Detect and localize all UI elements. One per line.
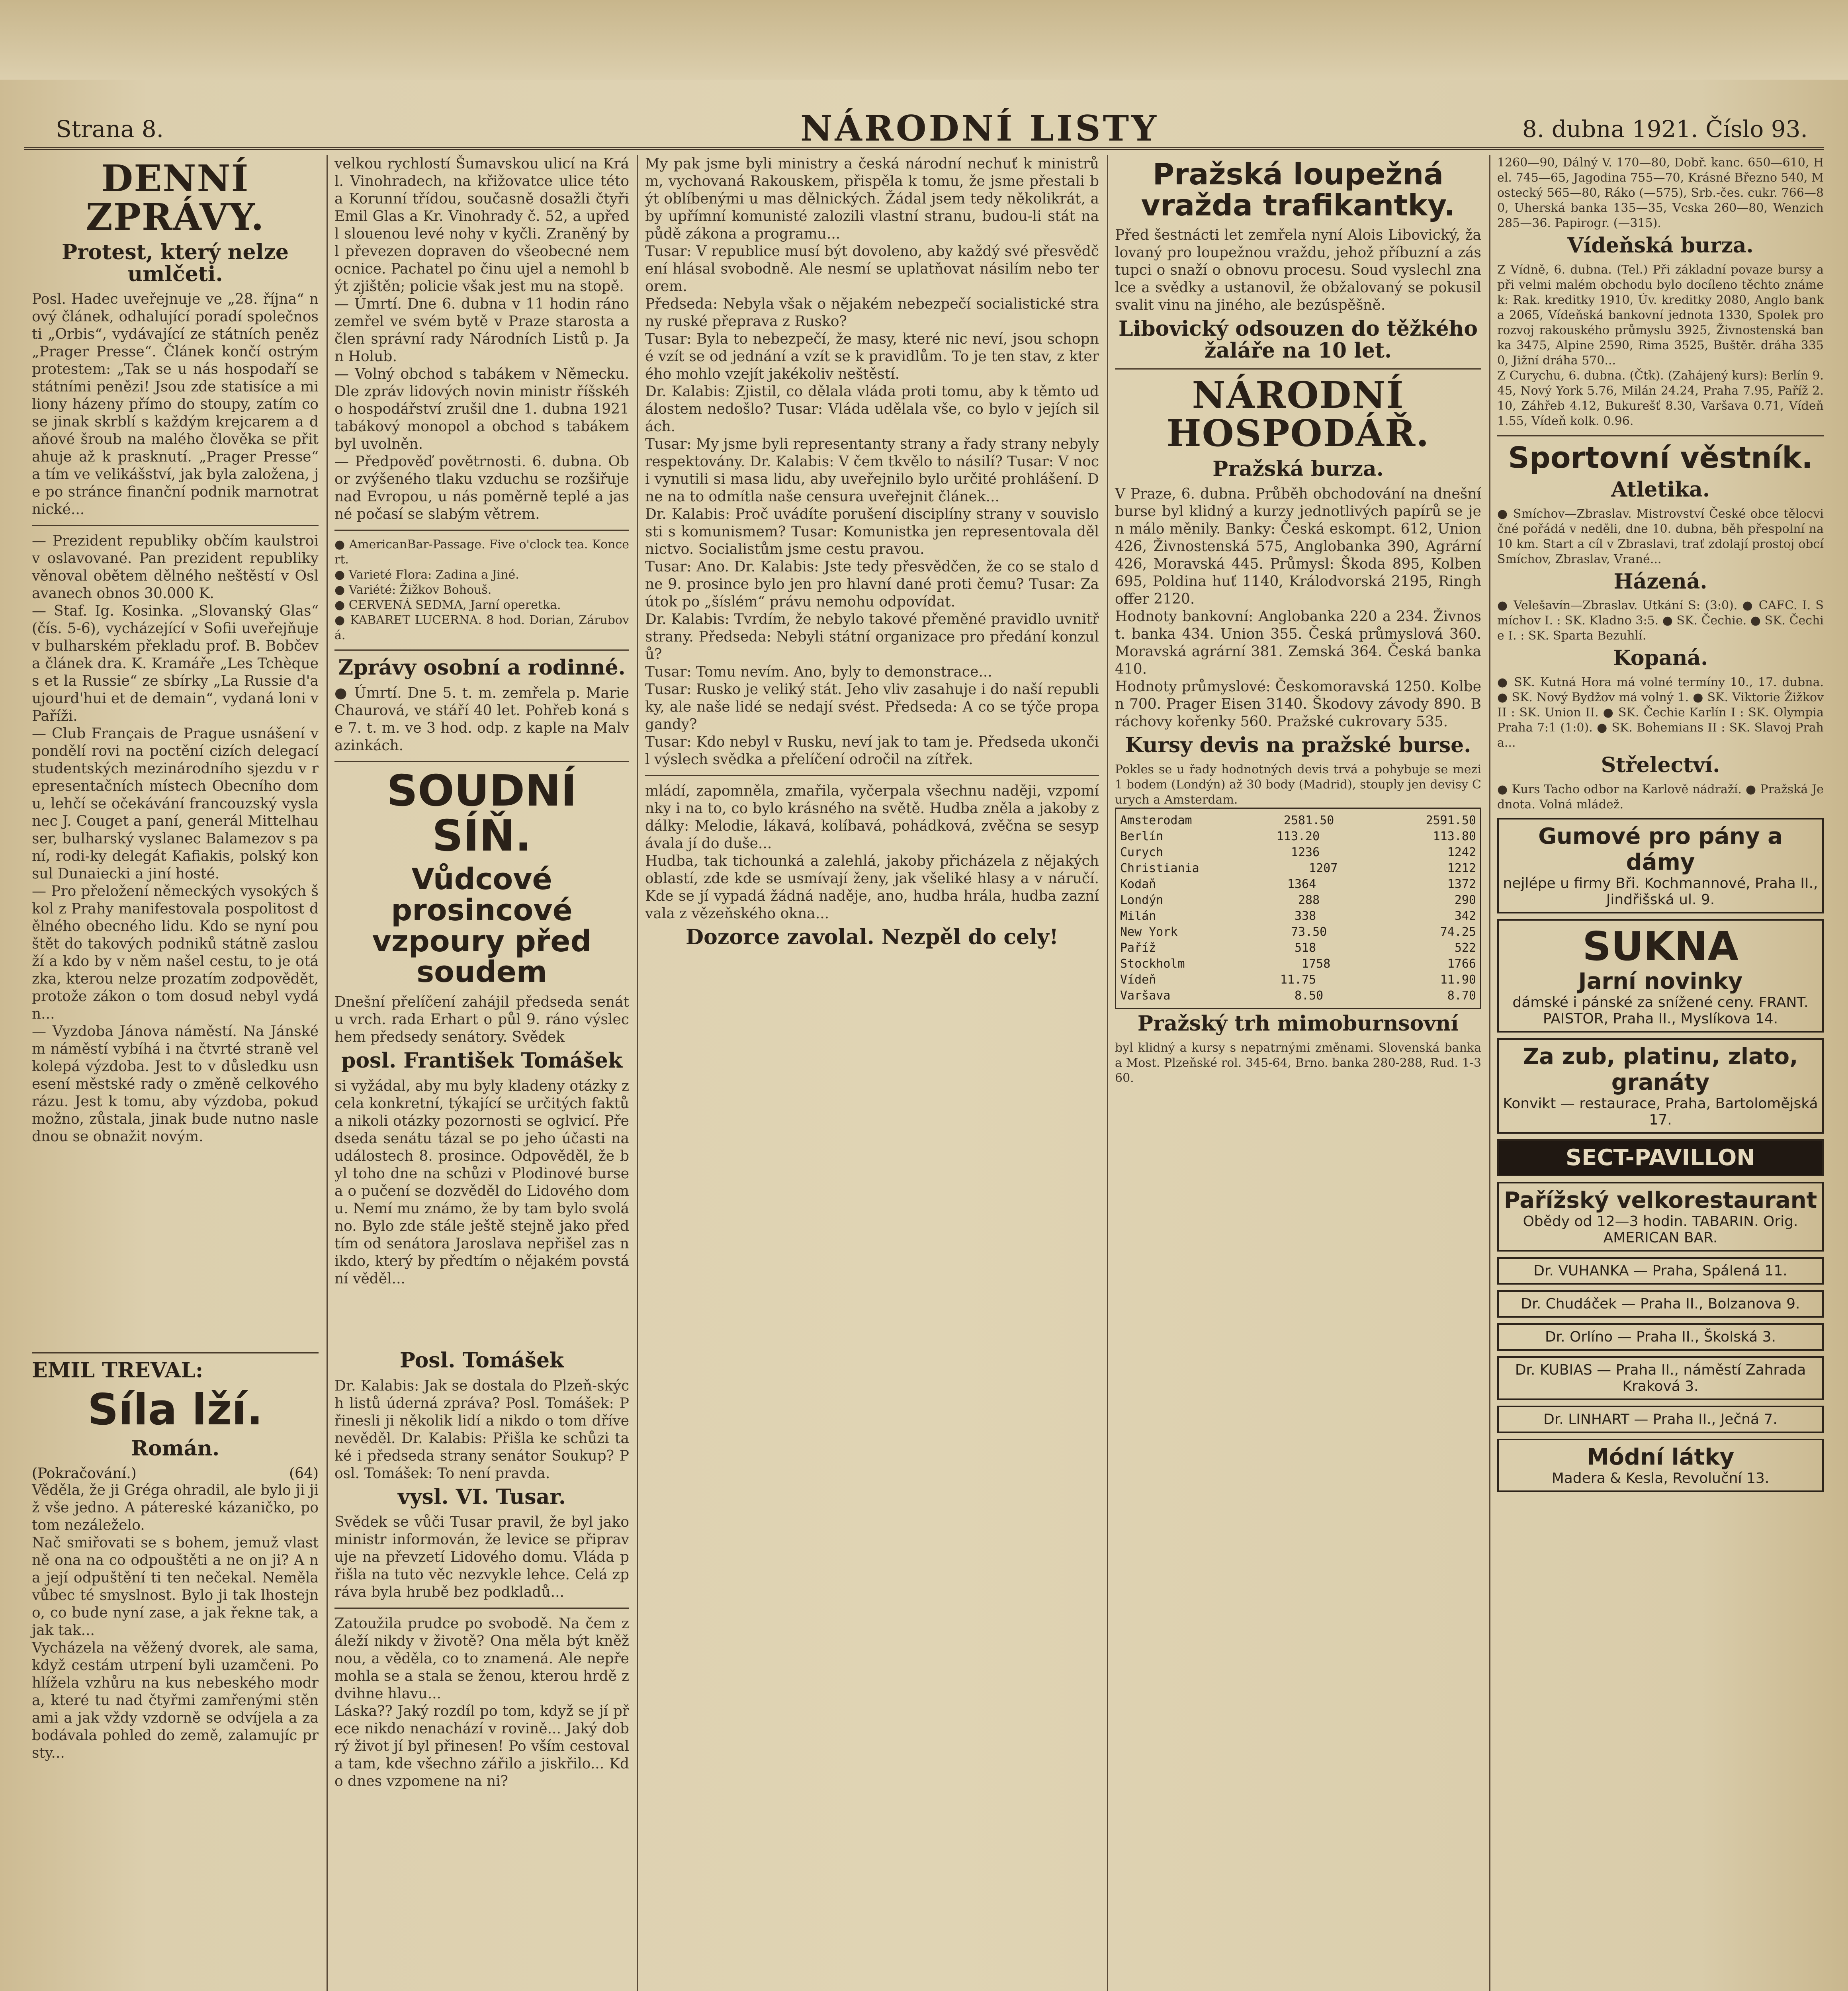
article-text: Dr. Kalabis: Tvrdím, že nebylo takové přeměné pravidlo uvnitř strany. Předseda: Nebyli státní organizace pro předání konzulů?: [645, 611, 1104, 663]
masthead: [24, 100, 1824, 150]
subsection-heading: Házená.: [1613, 569, 1707, 594]
column-rule: [637, 155, 638, 1991]
exchange-rate-cell: 73.50: [1291, 925, 1327, 939]
exchange-rate-cell: Varšava: [1120, 988, 1171, 1003]
article-text: Dr. Kalabis: Zjistil, co dělala vláda proti tomu, aby k těmto událostem nedošlo? Tusar: Vláda udělala vše, co bylo v jejích silách.: [645, 383, 1099, 435]
exchange-rate-cell: Christiania: [1120, 861, 1199, 875]
exchange-rate-cell: Londýn: [1120, 893, 1164, 907]
novel-text: Nač smiřovati se s bohem, jemuž vlastně ona na co odpouštěti a ne on ji? A na její odpuštění ti ten nečekal. Neměla vůbec té smyslnost. Bylo ji tak lhostejno, co bude nyní zase, a jak řekne tak, a jak tak...: [32, 1534, 323, 1639]
advertisement-fabrics: [1497, 1439, 1824, 1492]
exchange-rate-cell: 1242: [1447, 845, 1476, 859]
column-rule: [1107, 155, 1108, 1991]
divider: [1497, 435, 1824, 436]
exchange-rate-row: [1120, 924, 1476, 940]
subsection-heading: Kopaná.: [1613, 646, 1708, 671]
article-text: — Vyzdoba Jánova náměstí. Na Jánském náměstí vybíhá i na čtvrté straně velkolepá výzdoba. Jest to v důsledku usnesení městské rady o změně celkového rázu. Jest k tomu, aby výzdoba, pokud možno, zůstala, jinak bude nutno naslednou se obnažit novým.: [32, 1023, 323, 1145]
advertisement-doctor: [1497, 1290, 1824, 1318]
exchange-rate-cell: Curych: [1120, 845, 1164, 859]
section-heading: Sportovní věstník.: [1508, 440, 1813, 475]
article-text: Hodnoty průmyslové: Českomoravská 1250. Kolben 700. Prager Eisen 3140. Škodovy závody 890. Bráchovy kořenky 560. Pražské cukrovary 535.: [1115, 679, 1481, 730]
exchange-rate-cell: 342: [1454, 909, 1476, 923]
column-daily-news: [32, 155, 323, 1328]
article-title: Pražská burza.: [1212, 456, 1384, 481]
ad-text: Dr. Orlíno — Praha II., Školská 3.: [1545, 1328, 1776, 1345]
ad-text: dámské i pánské za snížené ceny. FRANT. PAISTOR, Praha II., Myslíkova 14.: [1512, 994, 1809, 1027]
article-text: ● Kurs Tacho odbor na Karlově nádraží. ● Pražská Jednota. Volná mládež.: [1497, 782, 1824, 812]
exchange-rate-cell: 290: [1454, 893, 1476, 907]
novel-text: Věděla, že ji Gréga ohradil, ale bylo ji již vše jedno. A pátereské kázaničko, po tom nezáleželo.: [32, 1482, 323, 1533]
divider: [32, 525, 319, 526]
divider: [334, 1608, 629, 1609]
advertisement-sect-pavillon: [1497, 1139, 1824, 1176]
exchange-rate-cell: 2581.50: [1283, 813, 1334, 827]
article-title: Pražská loupežná vražda trafikantky.: [1141, 157, 1455, 223]
subsection-heading: Atletika.: [1611, 477, 1710, 502]
article-text: 1260—90, Dálný V. 170—80, Dobř. kanc. 650—610, Hel. 745—65, Jagodina 755—70, Krásné Březno 540, Mostecký 565—80, Ráko (—575), Srb.-čes. cukr. 766—80, Uherská banka 135—35, Vcska 260—80, Wenzich 285—36. Papirogr. (—315).: [1497, 156, 1828, 230]
subsection-heading: Střelectví.: [1601, 753, 1720, 778]
article-title: Vůdcové prosincové vzpoury před soudem: [372, 862, 592, 990]
article-text: — Předpověď povětrnosti. 6. dubna. Obor zvýšeného tlaku vzduchu se rozšiřuje nad Evropou, u nás poměrně teplé a jasné počasí se slabým větrem.: [334, 454, 634, 522]
article-text: si vyžádal, aby mu byly kladeny otázky zcela konkretní, týkající se určitých faktů a nikoli otázky pozornosti se oglvicí. Předseda senátu tázal se po jeho účasti na událostech 8. prosince. Odpověděl, že byl toho dne na schůzi v Plodinové burse a o pučení se dozvěděl do Lidového domu. Nemí mu známo, že by tam bylo svoláno. Bylo zde stále ještě stejně jako před tím od senátora Jaroslava nepřišel zas nikdo, který by předtím o nějakém povstání věděl...: [334, 1078, 634, 1287]
article-text: Před šestnácti let zemřela nyní Alois Libovický, žalovaný pro loupežnou vraždu, jehož příbuzní a zástupci o snaží o obnovu procesu. Soud vyslechl znalce a svědky a ustanovil, že obžalovaný se pokusil svalit vinu na jiného, ale bezúspěšně.: [1115, 227, 1486, 314]
exchange-rate-cell: Amsterodam: [1120, 813, 1192, 827]
ad-headline: Módní látky: [1586, 1444, 1735, 1470]
article-text: Tusar: Ano. Dr. Kalabis: Jste tedy přesvědčen, že co se stalo dne 9. prosince bylo jen pro hlavní dané proti čemu? Tusar: Za útok po „šíslém“ právu nemohu odpovídat.: [645, 559, 1104, 610]
newspaper-title: NÁRODNÍ LISTY: [800, 108, 1159, 149]
ad-subheadline: Jarní novinky: [1578, 968, 1743, 994]
exchange-rate-cell: 518: [1294, 941, 1316, 955]
article-text: — Pro přeložení německých vysokých škol z Prahy manifestovala pospolitost dělného obecného lidu. Kdo se nyní pouštět do takových podniků státně zaslouží a kdo by v něm našel cestu, to je otázka, kterou nelze prozatím zodpovědět, protože zákon o tom dosud nebyl vydán...: [32, 883, 323, 1023]
exchange-rate-row: [1120, 988, 1476, 1004]
novel-meta: [32, 1465, 319, 1482]
exchange-rate-cell: Vídeň: [1120, 972, 1156, 987]
divider: [334, 649, 629, 651]
ad-headline: Za zub, platinu, zlato, granáty: [1523, 1043, 1798, 1095]
exchange-rate-cell: 288: [1298, 893, 1320, 907]
exchange-rate-cell: 1766: [1447, 956, 1476, 971]
exchange-rate-cell: Kodaň: [1120, 877, 1156, 891]
ad-headline: SUKNA: [1582, 923, 1738, 970]
exchange-rate-row: [1120, 876, 1476, 892]
ad-text: Dr. VUHANKA — Praha, Spálená 11.: [1533, 1262, 1787, 1279]
page-top-margin: [0, 0, 1848, 80]
article-text: ● Úmrtí. Dne 5. t. m. zemřela p. Marie Chaurová, ve stáří 40 let. Pohřeb koná se 7. t. m. ve 3 hod. odp. z kaple na Malvazinkách.: [334, 685, 634, 754]
article-text: Tusar: Kdo nebyl v Rusku, neví jak to tam je. Předseda ukončil výslech svědka a přelíčení odročil na zítřek.: [645, 734, 1099, 768]
article-text: Tusar: V republice musí být dovoleno, aby každý své přesvědčení hlásal svobodně. Ale nesmí se uplatňovat násilím nebo terorem.: [645, 243, 1099, 295]
article-text: Tusar: Tomu nevím. Ano, byly to demonstrace...: [645, 664, 992, 680]
advertisement-rubber-shoes: [1497, 818, 1824, 913]
article-text: Tusar: Byla to nebezpečí, že masy, které nic neví, jsou schopné vzít se od jednání a vzít se k pravidlům. To je ten stav, z kterého mohlo vzejít jakékoliv neštěstí.: [645, 331, 1099, 382]
article-title: Pražský trh mimoburnsovní: [1137, 1011, 1459, 1036]
advertisement-doctor: [1497, 1323, 1824, 1351]
novel-text: Zatoužila prudce po svobodě. Na čem záleží nikdy v životě? Ona měla být kněžnou, a věděla, co to znamená. Ale nepřemohla se a stala se ženou, kterou hrdě zdvihne hlavu...: [334, 1615, 629, 1702]
novel-text: Vycházela na věžený dvorek, ale sama, když cestám utrpení byli uzamčeni. Pohlížela vzhůru na kus nebeského modra, které tu nad čtyřmi zamřenými stěnami a jak vždy vzdorně se odvíjela a zabodávala pohled do země, zalamujíc prsty...: [32, 1639, 323, 1761]
article-text: Předseda: Nebyla však o nějakém nebezpečí socialistické strany ruské přeprava z Rusko?: [645, 296, 1099, 330]
installment-number: (64): [289, 1465, 319, 1482]
issue-date: 8. dubna 1921. Číslo 93.: [1522, 115, 1808, 143]
exchange-rate-row: [1120, 956, 1476, 972]
ad-text: nejlépe u firmy Bři. Kochmannové, Praha II., Jindřišská ul. 9.: [1503, 875, 1818, 908]
exchange-rate-cell: 11.75: [1280, 972, 1316, 987]
exchange-rate-row: [1120, 845, 1476, 861]
divider: [1115, 368, 1481, 370]
divider: [334, 761, 629, 762]
article-text: Dr. Kalabis: Proč uvádíte porušení disciplíny strany v souvislosti s komunismem? Tusar: Komunistka jen representovala dělnictvo. Socialistům jsme cestu pravou.: [645, 506, 1099, 557]
divider: [32, 1352, 319, 1353]
article-text: Dnešní přelíčení zahájil předseda senátu vrch. rada Erhart o půl 9. ráno výslechem předsedy senátory. Svědek: [334, 994, 629, 1046]
entertainment-listing: ● Variété: Žižkov Bohouš.: [334, 583, 492, 597]
article-text: — Club Français de Prague usnášení v pondělí rovi na poctění cizích delegací studentských mezinárodního sjezdu v representačních místech Obecního domu, lehčí se očekávání francouzský vyslanec J. Couget a paní, generál Mittelhauser, bulharský vyslanec Balamezov s paní, rodi-ky delegát Kafiakis, polský konsul Dunaiecki a jiní hosté.: [32, 726, 323, 882]
exchange-rate-cell: 1758: [1302, 956, 1331, 971]
exchange-rate-row: [1120, 861, 1476, 876]
exchange-rate-cell: Paříž: [1120, 941, 1156, 955]
exchange-rate-cell: 74.25: [1440, 925, 1476, 939]
exchange-rate-cell: 113.80: [1433, 829, 1476, 843]
entertainment-listing: ● KABARET LUCERNA. 8 hod. Dorian, Zárubová.: [334, 613, 629, 642]
novel-text: Hudba, tak tichounká a zalehlá, jakoby přicházela z nějakých oblastí, zde kde se usmívají ženy, jak všeliké hlasy a v náručí. Kde se jí vypadá žádná naděje, ano, hudba hrála, hudba zaznívala z vězeňského okna...: [645, 853, 1104, 922]
entertainment-listing: ● Varieté Flora: Zadina a Jiné.: [334, 568, 519, 582]
exchange-rate-cell: 522: [1454, 941, 1476, 955]
article-text: byl klidný a kursy s nepatrnými změnami. Slovenská banka a Most. Plzeňské rol. 345-64, Brno. banka 280-288, Rud. 1-360.: [1115, 1040, 1485, 1085]
novel-subtitle: Román.: [131, 1436, 220, 1461]
article-text: ● Velešavín—Zbraslav. Utkání S: (3:0). ● CAFC. I. Smíchov I. : SK. Kladno 3:5. ● SK. Čechie. ● SK. Čechie I. : SK. Sparta Bezuhlí.: [1497, 598, 1824, 643]
article-text: Z Curychu, 6. dubna. (Čtk). (Zahájený kurs): Berlín 9.45, Nový York 5.76, Milán 24.24, Praha 7.95, Paříž 2.10, Záhřeb 4.12, Bukurešť 8.30, Varšava 0.71, Vídeň 1.55, Vídeň kolk. 0.96.: [1497, 368, 1828, 428]
advertisement-cloth: [1497, 919, 1824, 1033]
article-text: Z Vídně, 6. dubna. (Tel.) Při základní povaze bursy a při velmi malém obchodu bylo docíleno těchto známek: Rak. kreditky 1910, Úv. kreditky 2080, Anglo banka 2065, Vídeňská bankovní jednota 1330, Spolek pro rozvoj rakouského průmyslu 3925, Živnostenská banka 3475, Alpine 2590, Rima 3525, Buštěr. dráha 3350, Jižní dráha 570...: [1497, 262, 1828, 368]
article-text: Hodnoty bankovní: Anglobanka 220 a 234. Živnost. banka 434. Union 355. Česká průmyslová 360. Moravská agrární 381. Zemská 364. Česká banka 410.: [1115, 608, 1486, 678]
exchange-rate-cell: 8.70: [1447, 988, 1476, 1003]
advertisement-restaurant: [1497, 1182, 1824, 1252]
ad-text: Madera & Kesla, Revoluční 13.: [1551, 1470, 1770, 1486]
section-heading: SOUDNÍ SÍŇ.: [387, 766, 577, 861]
exchange-rate-cell: New York: [1120, 925, 1178, 939]
column-rule: [327, 155, 328, 1991]
novel-title: Síla lží.: [87, 1385, 263, 1435]
article-text: Svědek se vůči Tusar pravil, že byl jako ministr informován, že levice se připravuje na převzetí Lidového domu. Vláda přišla na tuto věc nezvykle lehce. Celá zpráva byla hrubě bez podkladů...: [334, 1514, 634, 1601]
novel-text: mládí, zapomněla, zmařila, vyčerpala všechnu naději, vzpomínky i na to, co bylo krásného na světě. Hudba zněla a jakoby z dálky: Melodie, lákavá, kolíbavá, pohádková, zvěčna se sesypávala jí do duše...: [645, 783, 1104, 852]
ad-text: Obědy od 12—3 hodin. TABARIN. Orig. AMERICAN BAR.: [1523, 1213, 1798, 1246]
entertainment-listing: ● AmericanBar-Passage. Five o'clock tea. Koncert.: [334, 538, 629, 567]
exchange-rate-cell: Stockholm: [1120, 956, 1185, 971]
column-exchange-sport-ads: [1497, 155, 1828, 1991]
exchange-rate-row: [1120, 829, 1476, 845]
verdict-line: Libovický odsouzen do těžkého žaláře na 10 let.: [1118, 317, 1478, 363]
ad-text: Dr. Chudáček — Praha II., Bolzanova 9.: [1521, 1295, 1800, 1312]
article-text: V Praze, 6. dubna. Průběh obchodování na dnešní burse byl klidný a kurzy jednotlivých papírů se jen málo měnily. Banky: Česká eskompt. 612, Union 426, Živnostenská 575, Anglobanka 390, Agrární 426, Moravská 445. Průmysl: Škoda 895, Kolben 695, Poldina huť 1140, Králodvorská 2195, Ringhoffer 2120.: [1115, 486, 1486, 608]
column-trial-transcript: [645, 155, 1104, 1991]
article-text: Dr. Kalabis: Jak se dostala do Plzeň-ských listů úderná zpráva? Posl. Tomášek: Přinesli ji několik lidí a nikdo o tom dříve nevěděl. Dr. Kalabis: Přišla ke schůzi také i předseda strany senátor Soukup? Posl. Tomášek: To není pravda.: [334, 1377, 634, 1482]
witness-name: vysl. VI. Tusar.: [398, 1484, 566, 1509]
article-text: ● SK. Kutná Hora má volné termíny 10., 17. dubna. ● SK. Nový Bydžov má volný 1. ● SK. Viktorie Žižkov II : SK. Union II. ● SK. Čechie Karlín I : SK. Olympia Praha 7:1 (1:0). ● SK. Bohemians II : SK. Slavoj Praha...: [1497, 675, 1828, 750]
column-rule: [1489, 155, 1490, 1991]
exchange-rate-table: [1115, 808, 1481, 1009]
advertisement-doctor: [1497, 1406, 1824, 1433]
exchange-rate-cell: Milán: [1120, 909, 1156, 923]
exchange-rate-cell: 1212: [1447, 861, 1476, 875]
section-heading: DENNÍ ZPRÁVY.: [86, 157, 265, 239]
exchange-rate-cell: 2591.50: [1426, 813, 1476, 827]
article-title: Protest, který nelze umlčeti.: [62, 240, 289, 286]
column-serial-novel: [32, 1346, 323, 1991]
article-text: Posl. Hadec uveřejnuje ve „28. října“ nový článek, odhalující poradí společnosti „Orbis“, vydávající ze státních peněz „Prager Presse“. Článek končí ostrým protestem: „Tak se u nás hospodaří se státními penězi! Jsou zde statisíce a miliony házeny přímo do stoupy, zatím co se jinak skrblí s každým krejcarem a daňové šroub na malého člověka se přitahuje až k prasknutí. „Prager Presse“ a tím ve velikášství, jak byla založena, je po stránce finanční podnik marnotratnické...: [32, 291, 323, 518]
novel-text: Láska?? Jaký rozdíl po tom, když se jí přece nikdo nenachází v rovině... Jaký dobrý život jí byl přinesen! Po vším cestovala tam, kde všechno zářilo a jiskřilo... Kdo dnes vzpomene na ni?: [334, 1703, 629, 1790]
exchange-rate-row: [1120, 972, 1476, 988]
article-text: — Úmrtí. Dne 6. dubna v 11 hodin ráno zemřel ve svém bytě v Praze starosta a člen správní rady Národních Listů p. Jan Holub.: [334, 296, 634, 365]
exchange-rate-cell: 1236: [1291, 845, 1320, 859]
exchange-rate-row: [1120, 813, 1476, 829]
ad-text: Konvikt — restaurace, Praha, Bartolomějská 17.: [1503, 1095, 1818, 1128]
entertainment-listing: ● CERVENÁ SEDMA, Jarní operetka.: [334, 598, 561, 612]
advertisement-doctor: [1497, 1356, 1824, 1400]
section-heading: NÁRODNÍ HOSPODÁŘ.: [1166, 373, 1430, 455]
exchange-rate-cell: 11.90: [1440, 972, 1476, 987]
exchange-rate-row: [1120, 892, 1476, 908]
article-text: ● Smíchov—Zbraslav. Mistrovství České obce tělocvičné pořádá v neděli, dne 10. dubna, běh přespolní na 10 km. Start a cíl v Zbraslavi, trať zdolají prostoj obcí Smíchov, Zbraslav, Vrané...: [1497, 507, 1828, 566]
article-text: Tusar: Rusko je veliký stát. Jeho vliv zasahuje i do naší republiky, ale naše lidé se nedají svést. Předseda: A co se týče propagandy?: [645, 681, 1099, 733]
section-heading: Vídeňská burza.: [1567, 233, 1754, 258]
column-news-continued: [334, 155, 634, 1328]
exchange-rate-cell: Berlín: [1120, 829, 1164, 843]
ad-headline: Pařížský velkorestaurant: [1504, 1187, 1817, 1213]
ad-headline: SECT-PAVILLON: [1565, 1144, 1756, 1171]
article-text: — Prezident republiky občím kaulstroiv oslavované. Pan prezident republiky věnoval obětem dělného neštěstí v Oslavanech obnos 30.000 K.: [32, 533, 323, 602]
novel-closing: Dozorce zavolal. Nezpěl do cely!: [686, 925, 1058, 949]
divider: [334, 530, 629, 531]
exchange-rate-cell: 8.50: [1294, 988, 1324, 1003]
ad-text: Dr. KUBIAS — Praha II., náměstí Zahrada Kraková 3.: [1515, 1361, 1806, 1394]
exchange-rate-row: [1120, 908, 1476, 924]
column-economics: [1115, 155, 1486, 1991]
exchange-rate-cell: 338: [1294, 909, 1316, 923]
article-text: My pak jsme byli ministry a česká národní nechuť k ministrům, vychovaná Rakouskem, přispěla k tomu, že jsme přestali být oblíbenými u mas dělnických. Žádal jsem tedy několikrát, aby upřímní komunisté zalozili vlastní stranu, budou-li stát na půdě zákona a programu...: [645, 156, 1104, 242]
witness-name: posl. František Tomášek: [341, 1048, 622, 1073]
column-court-continued: [334, 1346, 634, 1991]
continuation-label: (Pokračování.): [32, 1465, 137, 1482]
divider: [645, 775, 1099, 776]
exchange-rate-cell: 1207: [1309, 861, 1338, 875]
article-text: velkou rychlostí Šumavskou ulicí na Král. Vinohradech, na křižovatce ulice této a Korunní třídou, současně dosažli čtyři Emil Glas a Kr. Vinohrady č. 52, a upředl slouenou levé nohy v kyčli. Zraněný byl převezen dopraven do všeobecné nemocnice. Pachatel po činu ujel a nemohl být zjištěn; policie však jest mu na stopě.: [334, 156, 634, 295]
ad-headline: Gumové pro pány a dámy: [1538, 823, 1783, 875]
article-text: — Staf. Ig. Kosinka. „Slovanský Glas“ (čís. 5-6), vycházející v Sofii uveřejňuje v bulharském překladu prof. B. Bobčeva článek dra. K. Kramáře „Les Tchèques et la Russie“ ze sbírky „La Russie d'aujourd'hui et de demain“, vydaná loni v Paříži.: [32, 603, 323, 725]
section-heading: Zprávy osobní a rodinné.: [338, 655, 626, 680]
exchange-rate-cell: 113.20: [1276, 829, 1320, 843]
ad-text: Dr. LINHART — Praha II., Ječná 7.: [1543, 1411, 1778, 1428]
advertisement-gold: [1497, 1038, 1824, 1134]
article-text: Tusar: My jsme byli representanty strany a řady strany nebyly respektovány. Dr. Kalabis: V čem tkvělo to násilí? Tusar: V noci vynutili si masa lidu, aby uveřejnilo bylo určité prohlášení. Dne na to odmítla naše censura uveřejnit článek...: [645, 436, 1104, 505]
article-text: Pokles se u řady hodnotných devis trvá a pohybuje se mezi 1 bodem (Londýn) až 30 body (Madrid), stouply jen devisy Curych a Amsterdam.: [1115, 762, 1485, 807]
witness-name: Posl. Tomášek: [399, 1348, 564, 1373]
exchange-rate-cell: 1372: [1447, 877, 1476, 891]
page-label: Strana 8.: [56, 115, 164, 143]
article-text: — Volný obchod s tabákem v Německu. Dle zpráv lidových novin ministr říšského hospodářství zrušil dne 1. dubna 1921 tabákový monopol a obchod s tabákem byl uvolněn.: [334, 366, 634, 452]
author-name: EMIL TREVAL:: [32, 1358, 203, 1383]
advertisement-doctor: [1497, 1257, 1824, 1285]
exchange-rate-cell: 1364: [1287, 877, 1316, 891]
exchange-rate-row: [1120, 940, 1476, 956]
article-title: Kursy devis na pražské burse.: [1125, 733, 1471, 758]
